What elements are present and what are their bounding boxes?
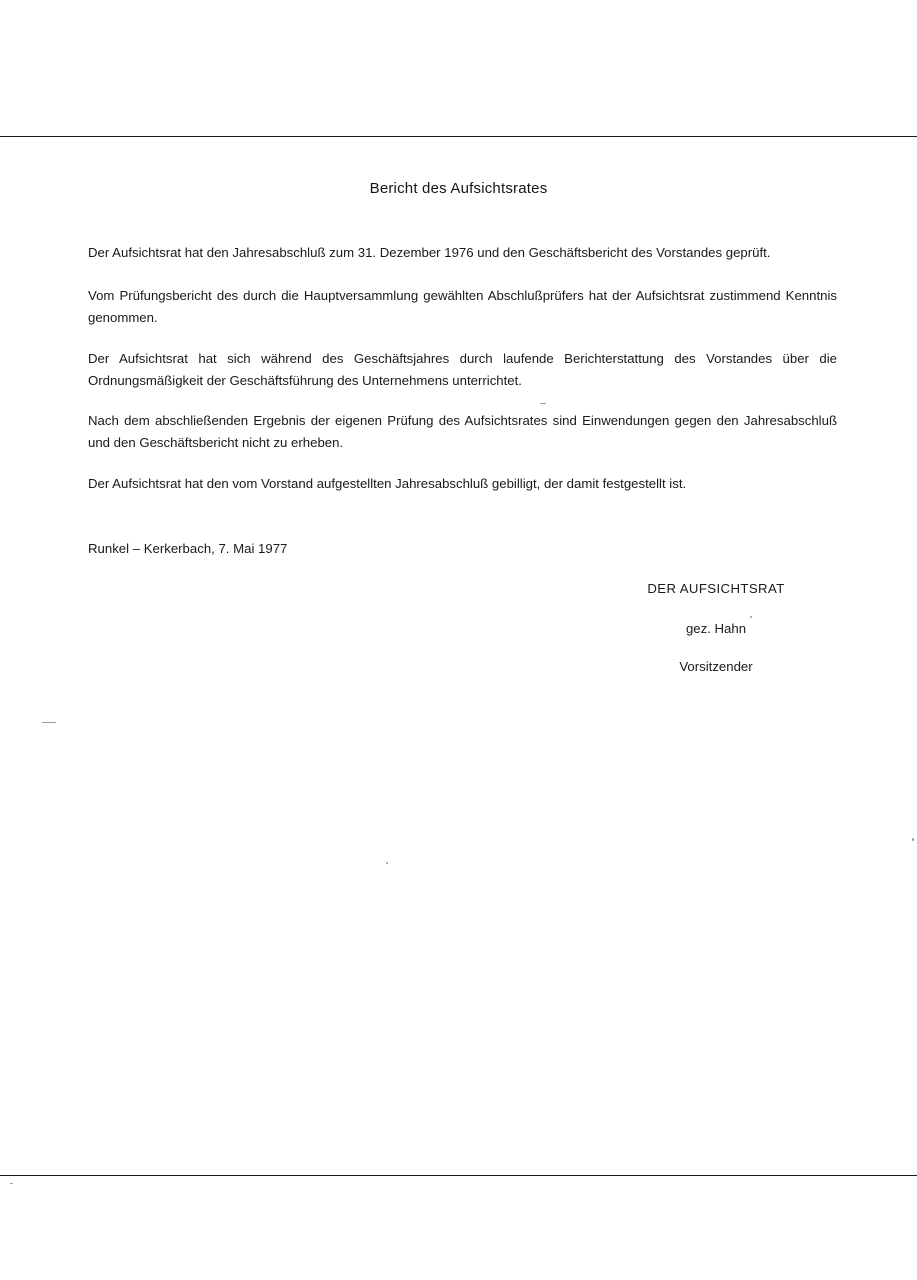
scan-speck <box>42 722 56 723</box>
scan-speck <box>912 838 914 841</box>
paragraph-2: Vom Prüfungsbericht des durch die Hauptversammlung gewählten Abschlußprüfers hat der Aufsichtsrat zustimmend Kenntnis genommen. <box>88 288 837 325</box>
scan-speck <box>10 1183 13 1184</box>
paragraph-1: Der Aufsichtsrat hat den Jahresabschluß zum 31. Dezember 1976 und den Geschäftsbericht des Vorstandes geprüft. <box>88 245 771 260</box>
paragraph-3: Der Aufsichtsrat hat sich während des Geschäftsjahres durch laufende Berichterstattung des Vorstandes über die Ordnungsmäßigkeit der Geschäftsführung des Unternehmens unterrichtet. <box>88 351 837 388</box>
scan-speck <box>386 862 388 864</box>
bottom-horizontal-rule <box>0 1175 917 1176</box>
place-and-date: Runkel – Kerkerbach, 7. Mai 1977 <box>88 541 288 556</box>
page-title: Bericht des Aufsichtsrates <box>369 180 548 197</box>
paragraph-4: Nach dem abschließenden Ergebnis der eigenen Prüfung des Aufsichtsrates sind Einwendungen gegen den Jahresabschluß und den Geschäftsbericht nicht zu erheben. <box>88 413 837 450</box>
signature-name: gez. Hahn <box>685 621 747 636</box>
scan-speck <box>540 403 546 404</box>
signature-role: Vorsitzender <box>679 659 753 674</box>
paragraph-5: Der Aufsichtsrat hat den vom Vorstand aufgestellten Jahresabschluß gebilligt, der damit festgestellt ist. <box>88 476 687 491</box>
scan-speck <box>750 616 752 618</box>
top-horizontal-rule <box>0 136 917 137</box>
signature-organization: DER AUFSICHTSRAT <box>647 581 785 596</box>
